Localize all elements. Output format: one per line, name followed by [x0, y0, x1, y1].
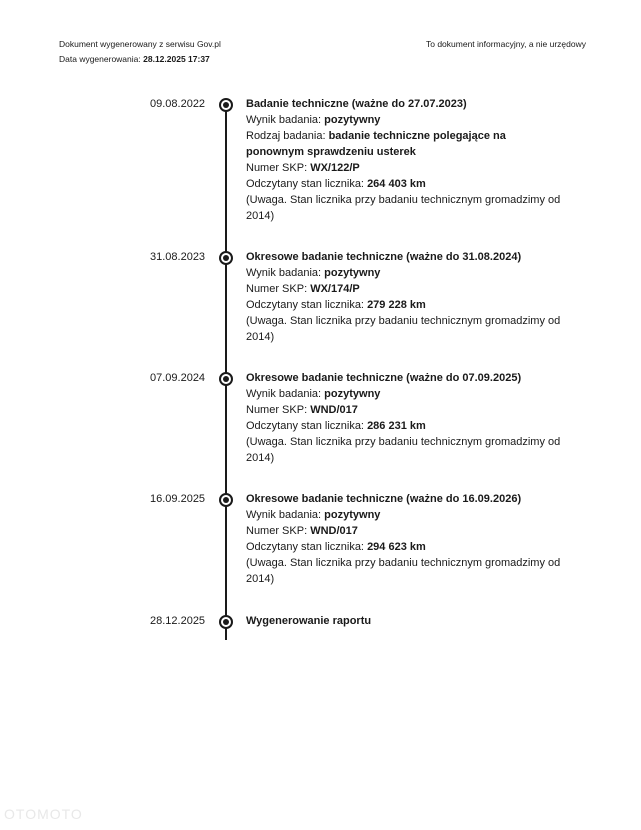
entry-details — [246, 613, 566, 629]
odometer-line: Odczytany stan licznika: 286 231 km — [246, 420, 426, 432]
odometer-note: (Uwaga. Stan licznika przy badaniu technicznym gromadzimy od 2014) — [246, 315, 561, 343]
odometer-note: (Uwaga. Stan licznika przy badaniu technicznym gromadzimy od 2014) — [246, 194, 561, 222]
entry-date: 28.12.2025 — [150, 615, 206, 627]
skp-value: WND/017 — [310, 525, 358, 537]
result-line: Wynik badania: pozytywny — [246, 509, 381, 521]
result-value: pozytywny — [324, 267, 381, 279]
odometer-note: (Uwaga. Stan licznika przy badaniu technicznym gromadzimy od 2014) — [246, 557, 561, 585]
generation-date-label: Data wygenerowania: — [59, 54, 141, 64]
entry-title: Okresowe badanie techniczne (ważne do 07.09.2025) — [246, 372, 522, 384]
entry-date: 16.09.2025 — [150, 493, 206, 505]
skp-line: Numer SKP: WX/174/P — [246, 283, 360, 295]
odometer-line: Odczytany stan licznika: 294 623 km — [246, 541, 426, 553]
entry-title: Badanie techniczne (ważne do 27.07.2023) — [246, 98, 467, 110]
informational-notice: To dokument informacyjny, a nie urzędowy — [425, 39, 586, 49]
entry-details — [246, 96, 566, 224]
skp-line: Numer SKP: WND/017 — [246, 404, 358, 416]
timeline-marker-icon — [219, 615, 233, 629]
odometer-value: 294 623 km — [367, 541, 426, 553]
odometer-note: (Uwaga. Stan licznika przy badaniu technicznym gromadzimy od 2014) — [246, 436, 561, 464]
result-line: Wynik badania: pozytywny — [246, 388, 381, 400]
entry-title: Wygenerowanie raportu — [246, 615, 372, 627]
odometer-line: Odczytany stan licznika: 279 228 km — [246, 299, 426, 311]
skp-value: WND/017 — [310, 404, 358, 416]
entry-details — [246, 370, 566, 466]
entry-date: 31.08.2023 — [150, 251, 206, 263]
entry-details — [246, 249, 566, 345]
result-line: Wynik badania: pozytywny — [246, 267, 381, 279]
result-value: pozytywny — [324, 114, 381, 126]
result-value: pozytywny — [324, 388, 381, 400]
timeline-marker-icon — [219, 493, 233, 507]
type-line: Rodzaj badania: badanie techniczne polegające na ponownym sprawdzeniu usterek — [246, 130, 506, 158]
skp-line: Numer SKP: WND/017 — [246, 525, 358, 537]
odometer-line: Odczytany stan licznika: 264 403 km — [246, 178, 426, 190]
odometer-value: 279 228 km — [367, 299, 426, 311]
odometer-value: 286 231 km — [367, 420, 426, 432]
timeline-marker-icon — [219, 98, 233, 112]
skp-line: Numer SKP: WX/122/P — [246, 162, 360, 174]
entry-title: Okresowe badanie techniczne (ważne do 31.08.2024) — [246, 251, 522, 263]
source-line: Dokument wygenerowany z serwisu Gov.pl — [59, 39, 221, 49]
result-value: pozytywny — [324, 509, 381, 521]
timeline-marker-icon — [219, 372, 233, 386]
skp-value: WX/122/P — [310, 162, 360, 174]
entry-date: 07.09.2024 — [150, 372, 206, 384]
skp-value: WX/174/P — [310, 283, 360, 295]
watermark-logo: OTOMOTO — [4, 806, 83, 822]
entry-date: 09.08.2022 — [150, 98, 206, 110]
entry-title: Okresowe badanie techniczne (ważne do 16.09.2026) — [246, 493, 522, 505]
timeline-marker-icon — [219, 251, 233, 265]
entry-details — [246, 491, 566, 587]
document-source-header — [59, 37, 221, 67]
generation-date-line — [59, 52, 221, 67]
result-line: Wynik badania: pozytywny — [246, 114, 381, 126]
type-value: badanie techniczne polegające na ponownym sprawdzeniu usterek — [246, 130, 506, 158]
generation-date-value: 28.12.2025 17:37 — [143, 54, 210, 64]
odometer-value: 264 403 km — [367, 178, 426, 190]
